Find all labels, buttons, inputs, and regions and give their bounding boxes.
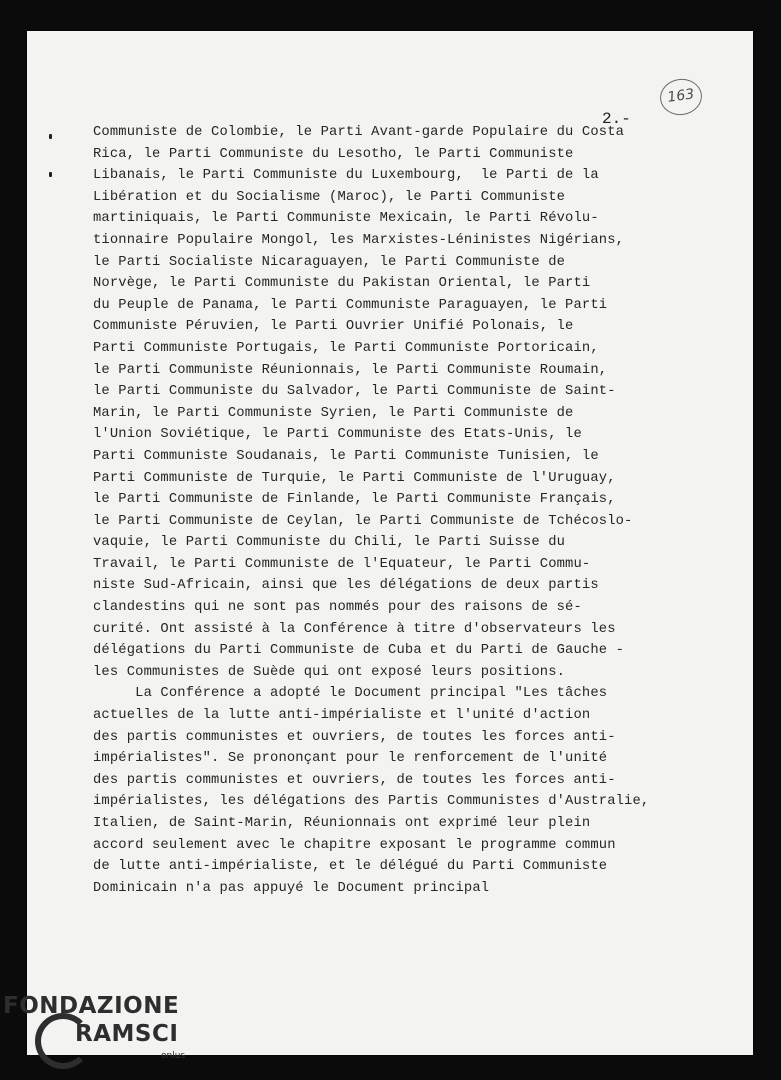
- text-line: accord seulement avec le chapitre exposant le programme commun: [93, 837, 616, 853]
- punch-mark: [49, 172, 52, 177]
- text-line: le Parti Communiste du Salvador, le Parti Communiste de Saint-: [93, 384, 616, 400]
- text-line: curité. Ont assisté à la Conférence à titre d'observateurs les: [93, 621, 616, 637]
- text-line: Parti Communiste Portugais, le Parti Communiste Portoricain,: [93, 340, 599, 356]
- text-line: La Conférence a adopté le Document principal "Les tâches: [93, 686, 608, 702]
- text-line: les Communistes de Suède qui ont exposé leurs positions.: [93, 664, 566, 680]
- text-line: impérialistes". Se prononçant pour le renforcement de l'unité: [93, 751, 608, 767]
- watermark-line2: RAMSCI: [75, 1021, 179, 1047]
- text-line: le Parti Communiste de Ceylan, le Parti Communiste de Tchécoslo-: [93, 513, 633, 529]
- text-line: Parti Communiste Soudanais, le Parti Communiste Tunisien, le: [93, 448, 599, 464]
- text-line: l'Union Soviétique, le Parti Communiste des Etats-Unis, le: [93, 427, 582, 443]
- text-line: le Parti Communiste de Finlande, le Parti Communiste Français,: [93, 492, 616, 508]
- text-line: des partis communistes et ouvriers, de toutes les forces anti-: [93, 729, 616, 745]
- text-line: Italien, de Saint-Marin, Réunionnais ont exprimé leur plein: [93, 816, 591, 831]
- text-line: Parti Communiste de Turquie, le Parti Communiste de l'Uruguay,: [93, 470, 616, 486]
- punch-mark: [49, 134, 52, 139]
- text-line: le Parti Communiste Réunionnais, le Parti Communiste Roumain,: [93, 362, 608, 378]
- text-line: clandestins qui ne sont pas nommés pour des raisons de sé-: [93, 600, 582, 616]
- watermark-suffix: onlus: [161, 1051, 186, 1061]
- text-line: Communiste Péruvien, le Parti Ouvrier Unifié Polonais, le: [93, 319, 574, 335]
- text-line: vaquie, le Parti Communiste du Chili, le Parti Suisse du: [93, 535, 566, 551]
- text-line: martiniquais, le Parti Communiste Mexicain, le Parti Révolu-: [93, 211, 599, 227]
- text-line: du Peuple de Panama, le Parti Communiste Paraguayen, le Parti: [93, 297, 608, 313]
- watermark-line1: FONDAZIONE: [3, 993, 180, 1019]
- text-line: le Parti Socialiste Nicaraguayen, le Parti Communiste de: [93, 254, 566, 270]
- text-line: Libanais, le Parti Communiste du Luxembourg, le Parti de la: [93, 168, 599, 184]
- text-line: des partis communistes et ouvriers, de toutes les forces anti-: [93, 772, 616, 788]
- fondazione-gramsci-watermark: [3, 993, 203, 1073]
- page-number: 2.-: [602, 110, 631, 128]
- folio-stamp: 163: [658, 76, 705, 117]
- document-body: [93, 122, 703, 899]
- text-line: Dominicain n'a pas appuyé le Document principal: [93, 880, 490, 896]
- text-line: de lutte anti-impérialiste, et le délégué du Parti Communiste: [93, 859, 608, 875]
- text-line: niste Sud-Africain, ainsi que les délégations de deux partis: [93, 578, 599, 594]
- text-line: impérialistes, les délégations des Partis Communistes d'Australie,: [93, 794, 650, 810]
- text-line: actuelles de la lutte anti-impérialiste et l'unité d'action: [93, 708, 591, 724]
- text-line: délégations du Parti Communiste de Cuba et du Parti de Gauche -: [93, 643, 625, 659]
- text-line: Travail, le Parti Communiste de l'Equateur, le Parti Commu-: [93, 556, 591, 572]
- text-line: Communiste de Colombie, le Parti Avant-garde Populaire du Costa: [93, 125, 625, 140]
- text-line: Norvège, le Parti Communiste du Pakistan Oriental, le Parti: [93, 276, 591, 292]
- text-line: tionnaire Populaire Mongol, les Marxistes-Léninistes Nigérians,: [93, 232, 625, 248]
- text-line: Libération et du Socialisme (Maroc), le Parti Communiste: [93, 189, 566, 205]
- text-line: Marin, le Parti Communiste Syrien, le Parti Communiste de: [93, 405, 574, 421]
- text-line: Rica, le Parti Communiste du Lesotho, le Parti Communiste: [93, 146, 574, 162]
